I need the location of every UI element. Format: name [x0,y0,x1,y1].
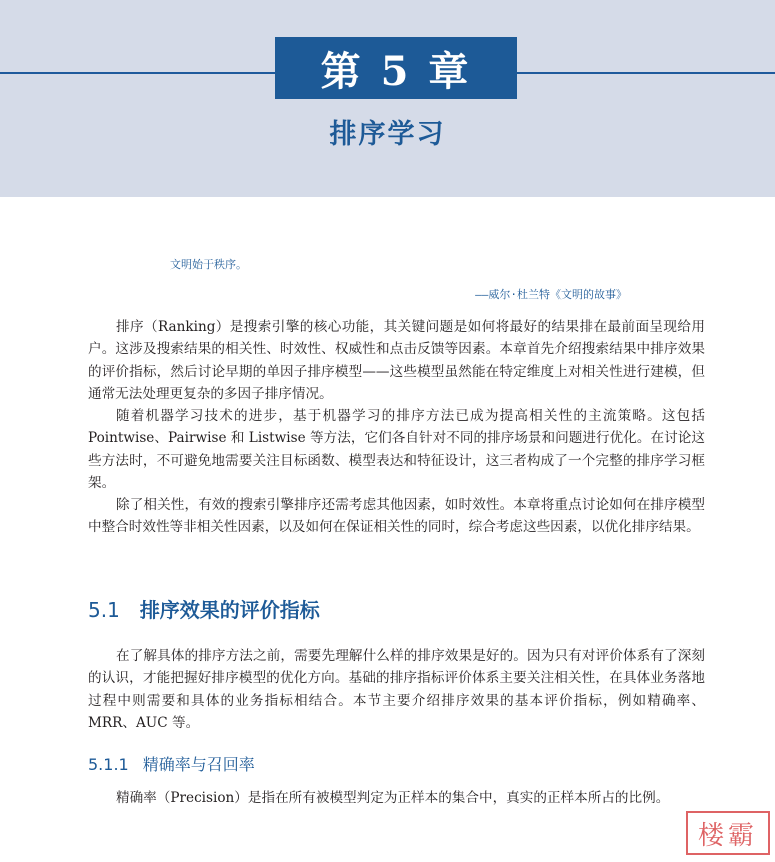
epigraph-attribution: ——威尔·杜兰特《文明的故事》 [475,288,627,301]
epigraph-quote: 文明始于秩序。 [170,258,247,271]
chapter-number: 第 5 章 [320,47,472,95]
subsection-title: 精确率与召回率 [142,755,255,774]
chapter-number-box [275,37,517,99]
publisher-seal-stamp: 楼霸 [686,811,770,855]
section-number: 5.1 [88,598,120,622]
intro-paragraph-1: 排序（Ranking）是搜索引擎的核心功能，其关键问题是如何将最好的结果排在最前面呈现给用户。这涉及搜索结果的相关性、时效性、权威性和点击反馈等因素。本章首先介绍搜索结果中排序效果的评价指标，然后讨论早期的单因子排序模型——这些模型虽然能在特定维度上对相关性进行建模，但通常无法处理更复杂的多因子排序情况。 [88,319,705,402]
subsection-paragraph: 精确率（Precision）是指在所有被模型判定为正样本的集合中，真实的正样本所占的比例。 [116,790,670,806]
subsection-heading [88,752,255,775]
section-paragraph: 在了解具体的排序方法之前，需要先理解什么样的排序效果是好的。因为只有对评价体系有了深刻的认识，才能把握好排序模型的优化方向。基础的排序指标评价体系主要关注相关性，在具体业务落地过程中则需要和具体的业务指标相结合。本节主要介绍排序效果的基本评价指标，例如精确率、MRR、AUC 等。 [88,648,705,731]
intro-paragraph-2: 随着机器学习技术的进步，基于机器学习的排序方法已成为提高相关性的主流策略。这包括 Pointwise、Pairwise 和 Listwise 等方法，它们各自针对不同的排序场景和问题进行优化。在讨论这些方法时，不可避免地需要关注目标函数、模型表达和特征设计，这三者构成了一个完整的排序学习框架。 [88,408,705,491]
section-title: 排序效果的评价指标 [139,598,320,622]
section-heading [88,594,320,623]
subsection-number: 5.1.1 [88,755,129,774]
chapter-title: 排序学习 [329,119,446,150]
intro-paragraph-3: 除了相关性，有效的搜索引擎排序还需考虑其他因素，如时效性。本章将重点讨论如何在排序模型中整合时效性等非相关性因素，以及如何在保证相关性的同时，综合考虑这些因素，以优化排序结果。 [88,497,705,536]
